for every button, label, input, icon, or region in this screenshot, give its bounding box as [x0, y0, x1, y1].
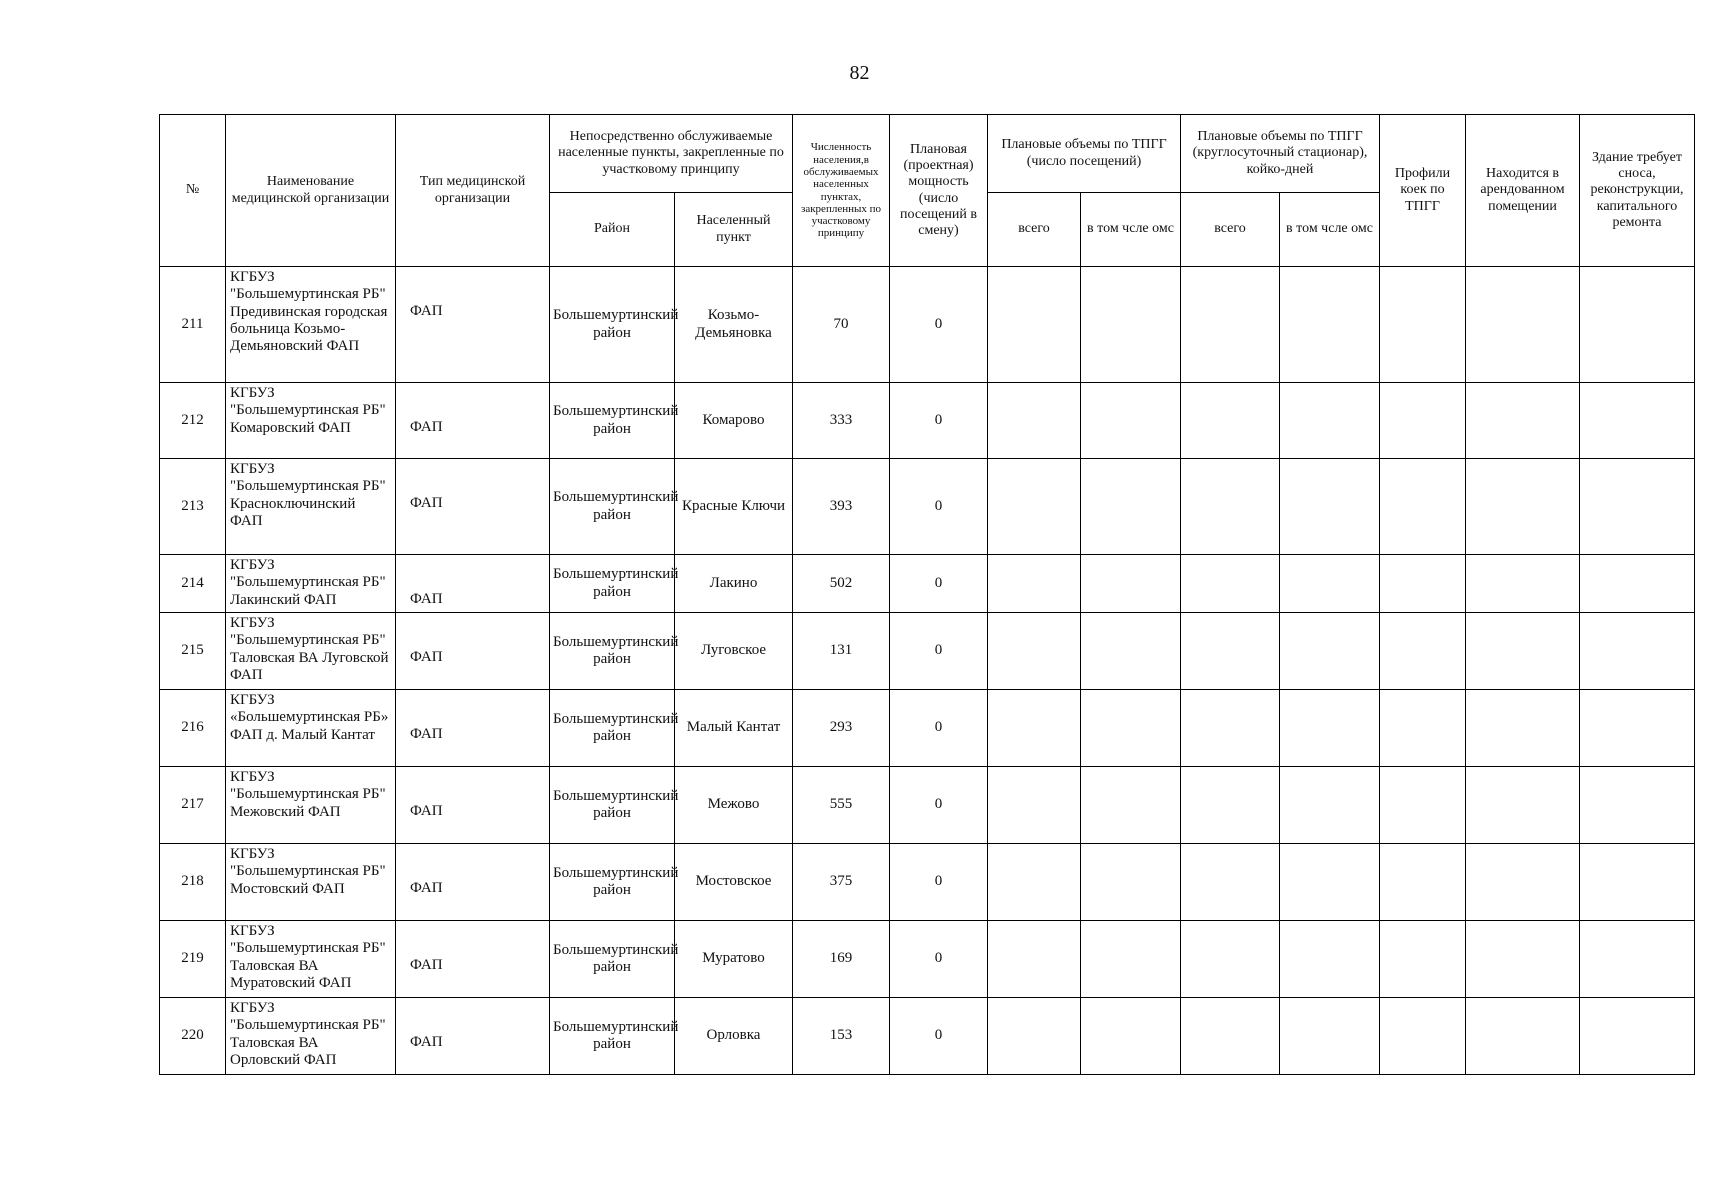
cell-population: 375 [793, 844, 890, 921]
cell-org-name: КГБУЗ "Большемуртинская РБ" Лакинский ФАП [226, 555, 396, 613]
cell-capacity: 0 [890, 690, 988, 767]
cell-num: 218 [160, 844, 226, 921]
cell-population: 333 [793, 383, 890, 459]
page-number: 82 [849, 62, 870, 84]
cell-empty [1580, 459, 1695, 555]
cell-empty [1280, 998, 1380, 1075]
cell-num: 220 [160, 998, 226, 1075]
cell-empty [1580, 844, 1695, 921]
cell-district: Большемуртинский район [550, 767, 675, 844]
cell-settlement: Красные Ключи [675, 459, 793, 555]
cell-district: Большемуртинский район [550, 555, 675, 613]
cell-empty [988, 613, 1081, 690]
cell-empty [1580, 921, 1695, 998]
cell-org-type: ФАП [396, 267, 550, 383]
header-rented: Находится в арендованном помещении [1466, 115, 1580, 267]
cell-empty [1081, 844, 1181, 921]
cell-empty [1181, 998, 1280, 1075]
table-row [160, 383, 1695, 459]
cell-empty [1580, 998, 1695, 1075]
header-district: Район [550, 193, 675, 267]
cell-empty [988, 998, 1081, 1075]
header-num: № [160, 115, 226, 267]
cell-org-name: КГБУЗ "Большемуртинская РБ" Таловская ВА Муратовский ФАП [226, 921, 396, 998]
cell-empty [1280, 267, 1380, 383]
cell-empty [1466, 459, 1580, 555]
cell-capacity: 0 [890, 998, 988, 1075]
cell-empty [1081, 555, 1181, 613]
cell-settlement: Луговское [675, 613, 793, 690]
cell-num: 219 [160, 921, 226, 998]
cell-empty [1466, 690, 1580, 767]
cell-capacity: 0 [890, 459, 988, 555]
cell-district: Большемуртинский район [550, 921, 675, 998]
header-bed-profiles: Профили коек по ТПГГ [1380, 115, 1466, 267]
header-population: Численность населения,в обслуживаемых населенных пунктах, закрепленных по участковому принципу [793, 115, 890, 267]
cell-empty [988, 844, 1081, 921]
table-header [160, 115, 1695, 267]
table-row [160, 998, 1695, 1075]
cell-district: Большемуртинский район [550, 690, 675, 767]
cell-org-type: ФАП [396, 690, 550, 767]
cell-num: 215 [160, 613, 226, 690]
cell-population: 131 [793, 613, 890, 690]
cell-org-type: ФАП [396, 383, 550, 459]
cell-empty [988, 459, 1081, 555]
cell-population: 393 [793, 459, 890, 555]
cell-empty [1280, 613, 1380, 690]
cell-settlement: Лакино [675, 555, 793, 613]
cell-empty [1081, 383, 1181, 459]
cell-org-type: ФАП [396, 555, 550, 613]
cell-population: 153 [793, 998, 890, 1075]
header-demolition: Здание требует сноса, реконструкции, капитального ремонта [1580, 115, 1695, 267]
cell-empty [1081, 613, 1181, 690]
cell-org-name: КГБУЗ «Большемуртинская РБ» ФАП д. Малый Кантат [226, 690, 396, 767]
cell-empty [1280, 690, 1380, 767]
table-row [160, 921, 1695, 998]
cell-empty [1466, 555, 1580, 613]
cell-num: 217 [160, 767, 226, 844]
cell-num: 213 [160, 459, 226, 555]
header-org-name: Наименование медицинской организации [226, 115, 396, 267]
cell-empty [1380, 555, 1466, 613]
cell-org-type: ФАП [396, 767, 550, 844]
header-beds-total: всего [1181, 193, 1280, 267]
cell-empty [1466, 998, 1580, 1075]
cell-empty [1081, 459, 1181, 555]
cell-settlement: Малый Кантат [675, 690, 793, 767]
cell-district: Большемуртинский район [550, 383, 675, 459]
cell-empty [988, 383, 1081, 459]
table-row [160, 844, 1695, 921]
header-capacity: Плановая (проектная) мощность (число посещений в смену) [890, 115, 988, 267]
cell-district: Большемуртинский район [550, 998, 675, 1075]
cell-capacity: 0 [890, 613, 988, 690]
cell-empty [988, 921, 1081, 998]
cell-empty [1280, 383, 1380, 459]
cell-settlement: Мостовское [675, 844, 793, 921]
cell-empty [1380, 613, 1466, 690]
cell-capacity: 0 [890, 555, 988, 613]
cell-empty [988, 690, 1081, 767]
cell-empty [1181, 921, 1280, 998]
table-body [160, 267, 1695, 1075]
cell-empty [1380, 998, 1466, 1075]
cell-num: 216 [160, 690, 226, 767]
table-row [160, 767, 1695, 844]
cell-empty [1380, 921, 1466, 998]
cell-empty [1181, 555, 1280, 613]
cell-empty [1466, 267, 1580, 383]
cell-capacity: 0 [890, 267, 988, 383]
cell-org-name: КГБУЗ "Большемуртинская РБ" Мостовский ФАП [226, 844, 396, 921]
cell-empty [1380, 459, 1466, 555]
cell-empty [1466, 921, 1580, 998]
cell-district: Большемуртинский район [550, 613, 675, 690]
cell-settlement: Муратово [675, 921, 793, 998]
cell-empty [1280, 767, 1380, 844]
cell-empty [1280, 459, 1380, 555]
cell-population: 293 [793, 690, 890, 767]
cell-org-type: ФАП [396, 459, 550, 555]
cell-empty [1580, 690, 1695, 767]
cell-empty [1181, 767, 1280, 844]
cell-empty [1081, 921, 1181, 998]
cell-org-name: КГБУЗ "Большемуртинская РБ" Межовский ФАП [226, 767, 396, 844]
cell-empty [1466, 767, 1580, 844]
cell-empty [988, 767, 1081, 844]
cell-empty [1081, 767, 1181, 844]
cell-org-name: КГБУЗ "Большемуртинская РБ" Комаровский ФАП [226, 383, 396, 459]
cell-empty [1380, 767, 1466, 844]
cell-empty [1280, 844, 1380, 921]
cell-capacity: 0 [890, 383, 988, 459]
cell-capacity: 0 [890, 767, 988, 844]
cell-empty [1081, 690, 1181, 767]
cell-empty [1181, 613, 1280, 690]
cell-empty [1181, 844, 1280, 921]
cell-org-type: ФАП [396, 613, 550, 690]
header-beds: Плановые объемы по ТПГГ (круглосуточный стационар), койко-дней [1181, 115, 1380, 193]
cell-empty [1466, 613, 1580, 690]
cell-empty [1380, 267, 1466, 383]
cell-empty [1580, 267, 1695, 383]
cell-district: Большемуртинский район [550, 267, 675, 383]
header-visits-total: всего [988, 193, 1081, 267]
cell-population: 502 [793, 555, 890, 613]
cell-settlement: Комарово [675, 383, 793, 459]
cell-num: 212 [160, 383, 226, 459]
cell-district: Большемуртинский район [550, 844, 675, 921]
cell-empty [988, 555, 1081, 613]
cell-empty [1580, 767, 1695, 844]
cell-district: Большемуртинский район [550, 459, 675, 555]
cell-empty [1466, 383, 1580, 459]
cell-empty [1280, 555, 1380, 613]
table-row [160, 267, 1695, 383]
cell-org-name: КГБУЗ "Большемуртинская РБ" Красноключинский ФАП [226, 459, 396, 555]
cell-org-name: КГБУЗ "Большемуртинская РБ" Таловская ВА Орловский ФАП [226, 998, 396, 1075]
facility-table [159, 114, 1695, 1075]
cell-population: 70 [793, 267, 890, 383]
cell-settlement: Орловка [675, 998, 793, 1075]
cell-empty [1081, 267, 1181, 383]
cell-empty [1181, 459, 1280, 555]
cell-empty [1081, 998, 1181, 1075]
cell-empty [1580, 555, 1695, 613]
header-served-points: Непосредственно обслуживаемые населенные пункты, закрепленные по участковому принципу [550, 115, 793, 193]
cell-empty [1280, 921, 1380, 998]
cell-org-type: ФАП [396, 844, 550, 921]
cell-org-name: КГБУЗ "Большемуртинская РБ" Таловская ВА Луговской ФАП [226, 613, 396, 690]
cell-num: 214 [160, 555, 226, 613]
cell-empty [988, 267, 1081, 383]
cell-empty [1580, 383, 1695, 459]
cell-empty [1380, 383, 1466, 459]
cell-num: 211 [160, 267, 226, 383]
cell-settlement: Межово [675, 767, 793, 844]
cell-empty [1580, 613, 1695, 690]
cell-org-type: ФАП [396, 998, 550, 1075]
table-row [160, 555, 1695, 613]
cell-population: 169 [793, 921, 890, 998]
cell-empty [1181, 383, 1280, 459]
header-org-type: Тип медицинской организации [396, 115, 550, 267]
table-row [160, 459, 1695, 555]
cell-org-type: ФАП [396, 921, 550, 998]
header-beds-oms: в том чсле омс [1280, 193, 1380, 267]
table-row [160, 613, 1695, 690]
cell-empty [1380, 690, 1466, 767]
cell-empty [1380, 844, 1466, 921]
cell-org-name: КГБУЗ "Большемуртинская РБ" Предивинская городская больница Козьмо-Демьяновский ФАП [226, 267, 396, 383]
cell-empty [1181, 690, 1280, 767]
cell-empty [1181, 267, 1280, 383]
header-visits: Плановые объемы по ТПГГ (число посещений) [988, 115, 1181, 193]
cell-capacity: 0 [890, 921, 988, 998]
cell-empty [1466, 844, 1580, 921]
cell-capacity: 0 [890, 844, 988, 921]
cell-settlement: Козьмо-Демьяновка [675, 267, 793, 383]
header-settlement: Населенный пункт [675, 193, 793, 267]
header-visits-oms: в том чсле омс [1081, 193, 1181, 267]
cell-population: 555 [793, 767, 890, 844]
table-row [160, 690, 1695, 767]
